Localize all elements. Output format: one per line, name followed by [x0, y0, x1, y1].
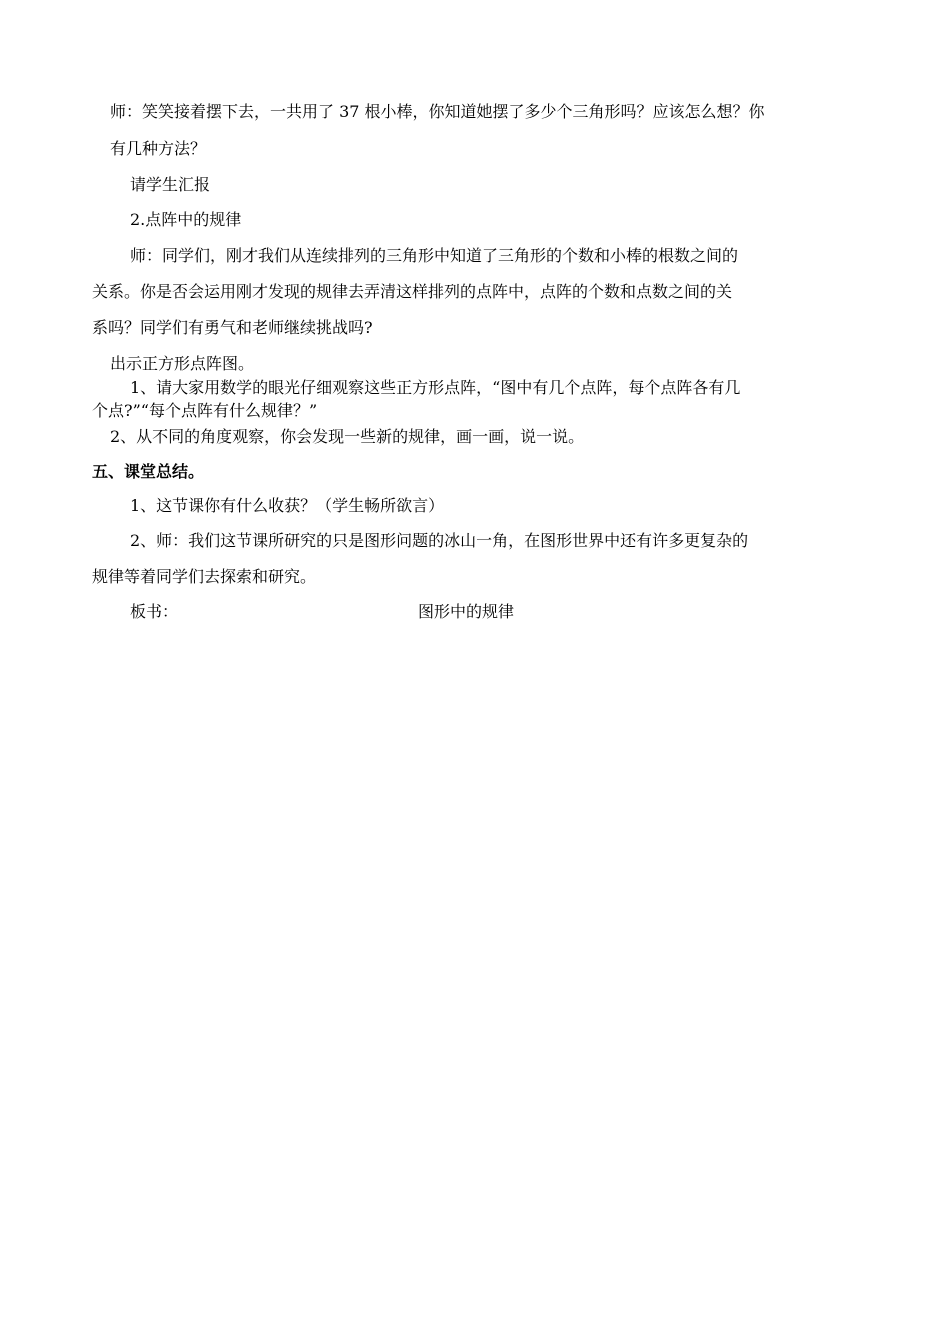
section-heading-summary: 五、课堂总结。	[92, 462, 205, 481]
paragraph-student-report: 请学生汇报	[130, 175, 211, 194]
list-item-1-line-2: 个点?”“每个点阵有什么规律？”	[92, 401, 318, 420]
board-label: 板书：	[130, 602, 179, 621]
summary-item-1: 1、这节课你有什么收获？（学生畅所欲言）	[130, 496, 445, 515]
paragraph-teacher-line-2: 关系。你是否会运用刚才发现的规律去弄清这样排列的点阵中，点阵的个数和点数之间的关	[92, 282, 733, 301]
paragraph-question-line-2: 有几种方法？	[110, 139, 207, 158]
paragraph-teacher-line-1: 师：同学们，刚才我们从连续排列的三角形中知道了三角形的个数和小棒的根数之间的	[130, 246, 739, 265]
list-item-2: 2、从不同的角度观察，你会发现一些新的规律，画一画，说一说。	[110, 427, 585, 446]
paragraph-show-diagram: 出示正方形点阵图。	[110, 354, 255, 373]
summary-item-2-line-2: 规律等着同学们去探索和研究。	[92, 567, 317, 586]
paragraph-teacher-line-3: 系吗？同学们有勇气和老师继续挑战吗?	[92, 318, 373, 337]
list-item-1-line-1: 1、请大家用数学的眼光仔细观察这些正方形点阵，“图中有几个点阵，每个点阵各有几	[130, 378, 741, 397]
paragraph-question-line-1: 师：笑笑接着摆下去，一共用了 37 根小棒，你知道她摆了多少个三角形吗？应该怎么想？你	[110, 102, 765, 121]
board-title: 图形中的规律	[418, 602, 515, 621]
section-heading-dot-array: 2.点阵中的规律	[130, 210, 242, 229]
summary-item-2-line-1: 2、师：我们这节课所研究的只是图形问题的冰山一角，在图形世界中还有许多更复杂的	[130, 531, 749, 550]
